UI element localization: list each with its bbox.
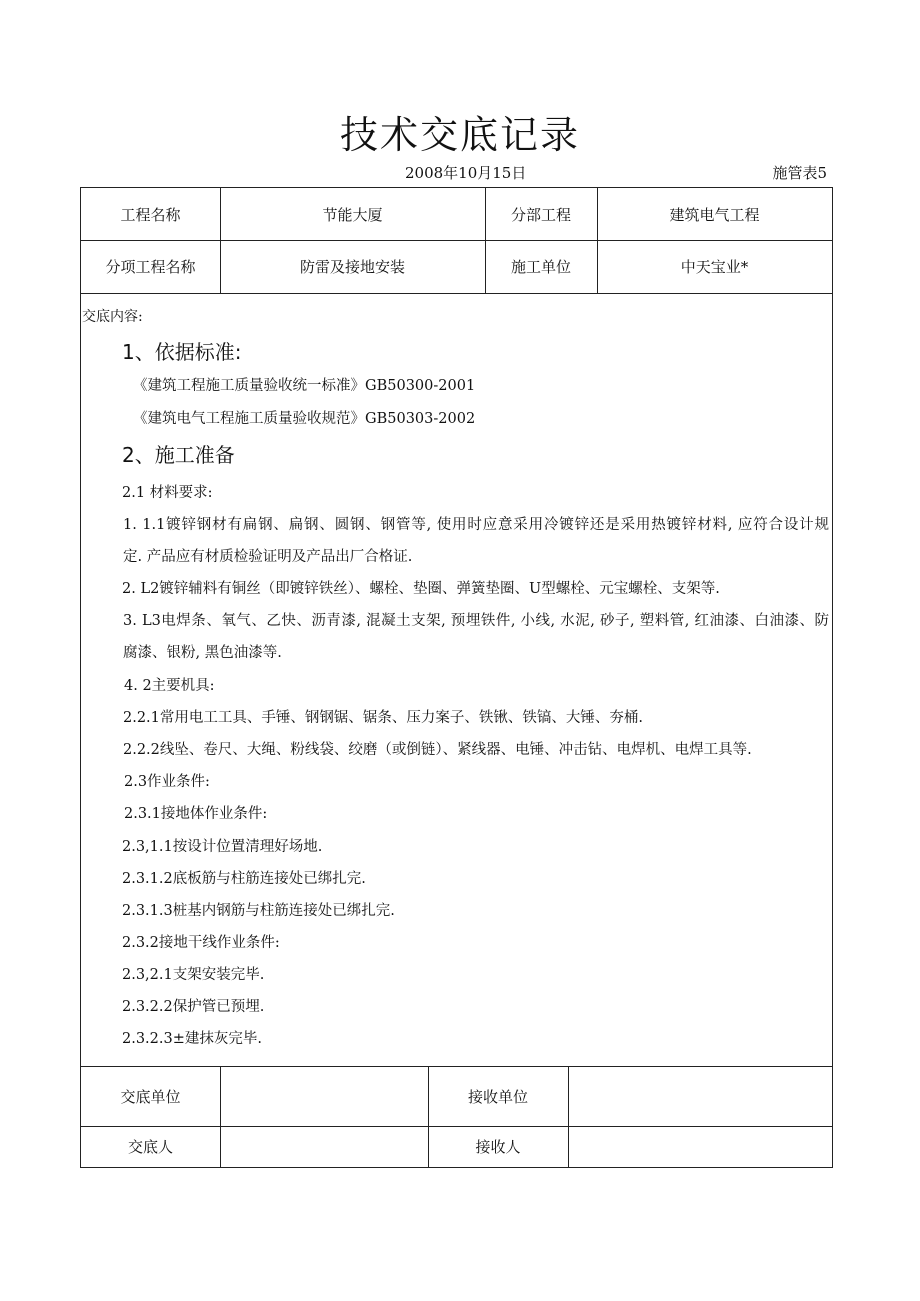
content-line: 2.3.1.2底板筋与柱筋连接处已绑扎完. [122,871,366,887]
form-number: 施管表5 [772,164,827,182]
briefing-content [81,294,832,1066]
content-line: 2.3,1.1按设计位置清理好场地. [122,839,323,855]
division-value: 建筑电气工程 [669,205,760,224]
briefer-field[interactable] [220,1126,428,1167]
receiving-unit-label: 接收单位 [467,1087,528,1106]
subproject-value: 防雷及接地安装 [299,258,405,276]
content-line: 2.3,2.1支架安装完毕. [122,967,265,983]
content-line: 2.3.2.2保护管已预埋. [122,999,265,1015]
content-line: 腐漆、银粉, 黑色油漆等. [123,645,282,661]
content-line: 4. 2主要机具: [124,678,215,694]
section-heading: 1、依据标准: [122,340,242,364]
briefing-unit-field[interactable] [220,1066,428,1126]
record-form [80,187,833,1168]
document-title: 技术交底记录 [339,113,580,157]
content-line: 2.3作业条件: [124,774,210,790]
section-heading: 2、施工准备 [122,443,235,467]
subproject-label: 分项工程名称 [105,258,196,276]
division-label: 分部工程 [510,205,571,224]
content-line: 定. 产品应有材质检验证明及产品出厂合格证. [123,549,413,565]
content-line: 2.2.1常用电工工具、手锤、钢钢锯、锯条、压力案子、铁锹、铁镐、大锤、夯桶. [123,710,644,726]
content-line: 2.3.1接地体作业条件: [124,806,268,822]
content-line: 2.1 材料要求: [122,485,213,501]
standard-line: 《建筑电气工程施工质量验收规范》GB50303-2002 [133,411,476,427]
receiver-label: 接收人 [475,1138,521,1156]
content-line: 2.3.2接地干线作业条件: [122,935,280,951]
document-date: 2008年10月15日 [405,164,527,182]
content-line: 1. 1.1镀锌钢材有扁钢、扁钢、圆钢、钢管等, 使用时应意采用冷镀锌还是采用热镀锌材料, 应符合设计规 [123,517,829,533]
content-line: 2.2.2线坠、卷尺、大绳、粉线袋、绞磨（或倒链）、紧线器、电锤、冲击钻、电焊机、电焊工具等. [123,742,752,758]
contractor-label: 施工单位 [510,258,571,276]
content-line: 2.3.2.3±建抹灰完毕. [122,1031,262,1047]
receiving-unit-field[interactable] [568,1066,832,1126]
content-label: 交底内容: [82,309,143,325]
standard-line: 《建筑工程施工质量验收统一标准》GB50300-2001 [133,378,476,394]
content-line: 3. L3电焊条、氧气、乙快、沥青漆, 混凝土支架, 预埋铁件, 小线, 水泥, 砂子, 塑料管, 红油漆、白油漆、防 [123,613,829,629]
project-name-value: 节能大厦 [322,205,383,224]
briefer-label: 交底人 [127,1138,173,1156]
project-name-label: 工程名称 [120,205,181,224]
receiver-field[interactable] [568,1126,832,1167]
content-line: 2.3.1.3桩基内钢筋与柱筋连接处已绑扎完. [122,903,395,919]
content-line: 2. L2镀锌辅料有铜丝（即镀锌铁丝）、螺栓、垫圈、弹簧垫圈、U型螺栓、元宝螺栓、支架等. [122,581,720,597]
contractor-value: 中天宝业* [680,258,749,276]
briefing-unit-label: 交底单位 [120,1087,181,1106]
